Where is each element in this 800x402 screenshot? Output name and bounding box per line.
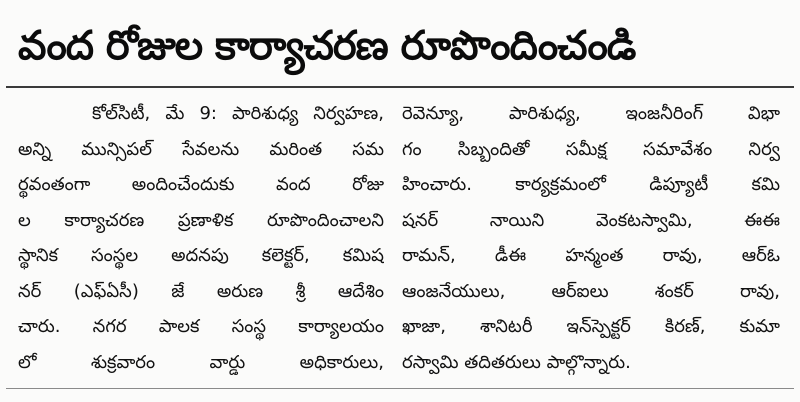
- text-line: రస్వామి తదితరులు పాల్గొన్నారు.: [402, 351, 631, 373]
- text-line: హించారు. కార్యక్రమంలో డిప్యూటీ కమి: [402, 174, 780, 195]
- text-line: చారు. నగర పాలక సంస్థ కార్యాలయం: [18, 316, 384, 337]
- headline: వంద రోజుల కార్యాచరణ రూపొందించండి: [18, 23, 636, 69]
- text-line: ల కార్యాచరణ ప్రణాళిక రూపొందించాలని: [18, 209, 384, 231]
- text-line: లో శుక్రవారం వార్డు అధికారులు,: [18, 351, 384, 373]
- text-line: గం సిబ్బందితో సమీక్ష సమావేశం నిర్వ: [402, 138, 780, 160]
- text-line: రామన్, డీఈ హన్మంత రావు, ఆర్ఓ: [402, 245, 780, 266]
- article-column-right: [402, 96, 780, 380]
- text-line: కోల్‌సిటీ, మే 9: పారిశుధ్య నిర్వహణ,: [92, 103, 384, 124]
- article-column-left: [18, 96, 384, 380]
- text-line: రెవెన్యూ, పారిశుధ్య, ఇంజనీరింగ్ విభా: [402, 103, 780, 124]
- text-line: ఆంజనేయులు, ఆర్ఐలు శంకర్ రావు,: [402, 280, 780, 302]
- text-line: ఖాజా, శానిటరీ ఇన్‌స్పెక్టర్ కిరణ్, కుమా: [402, 316, 780, 337]
- text-line: షనర్ నాయిని వెంకటస్వామి, ఈఈ: [402, 209, 780, 231]
- bottom-divider: [6, 388, 794, 389]
- headline-divider: [6, 86, 794, 88]
- text-line: నర్ (ఎఫ్ఏసీ) జే అరుణ శ్రీ ఆదేశిం: [18, 280, 384, 302]
- text-line: ర్థవంతంగా అందించేందుకు వంద రోజు: [18, 174, 384, 195]
- text-line: స్థానిక సంస్థల అదనపు కలెక్టర్, కమిష: [18, 245, 384, 266]
- text-line: అన్ని మున్సిపల్ సేవలను మరింత సమ: [18, 138, 384, 160]
